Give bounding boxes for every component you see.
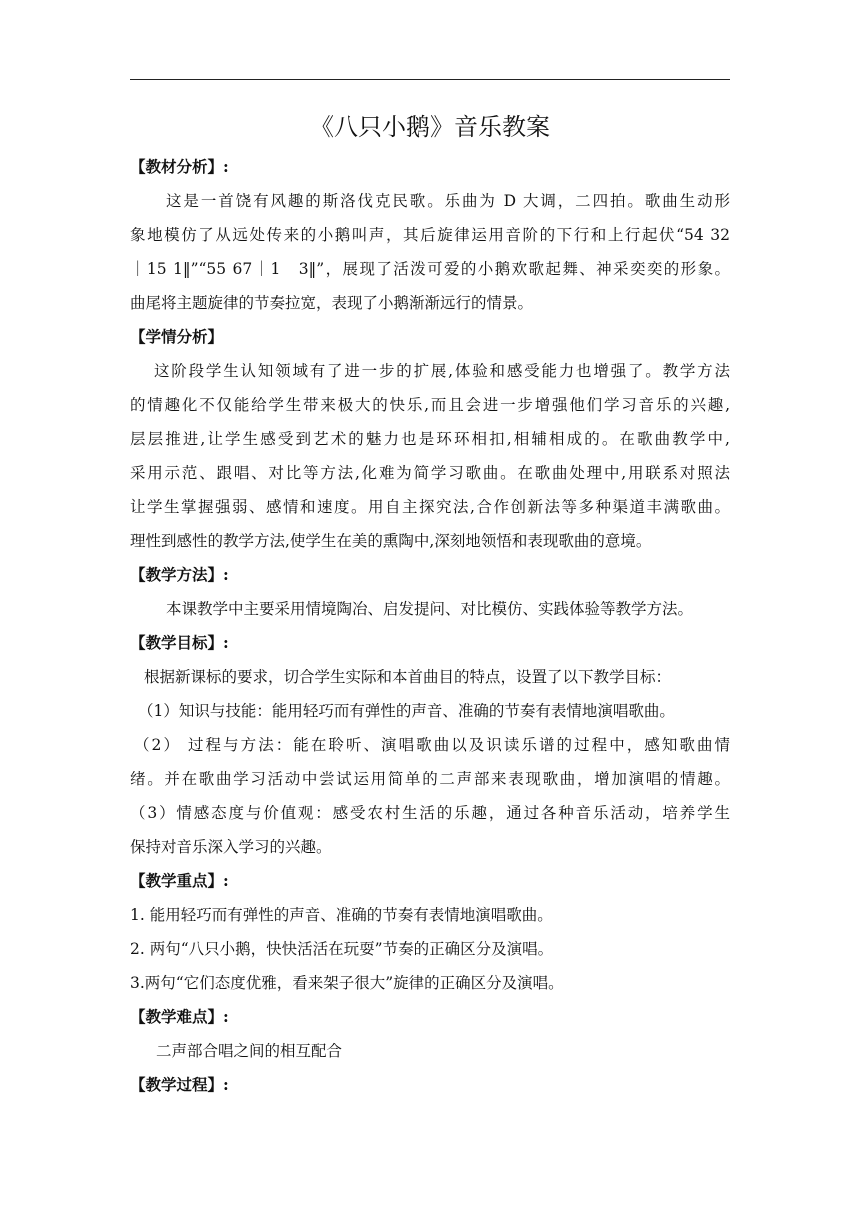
paragraph-line: （2） 过程与方法：能在聆听、演唱歌曲以及识读乐谱的过程中，感知歌曲情 [134,736,730,754]
paragraph-line: ｜15 1‖”“55 67｜1 3‖”，展现了活泼可爱的小鹅欢歌起舞、神采奕奕的形象。 [130,260,730,278]
section-heading: 【教学目标】: [130,633,229,652]
paragraph-line: 2. 两句“八只小鹅，快快活活在玩耍”节奏的正确区分及演唱。 [130,940,554,958]
paragraph-line: 根据新课标的要求，切合学生实际和本首曲目的特点，设置了以下教学目标： [144,668,672,686]
paragraph-line: 象地模仿了从远处传来的小鹅叫声，其后旋律运用音阶的下行和上行起伏“54 32 [130,226,730,244]
paragraph-line: 本课教学中主要采用情境陶冶、启发提问、对比模仿、实践体验等教学方法。 [166,600,694,618]
paragraph-line: 让学生掌握强弱、感情和速度。用自主探究法,合作创新法等多种渠道丰满歌曲。 [130,498,730,516]
section-heading: 【教学难点】: [130,1007,229,1026]
paragraph-line: 曲尾将主题旋律的节奏拉宽，表现了小鹅渐渐远行的情景。 [130,294,534,312]
paragraph-line: 二声部合唱之间的相互配合 [156,1042,343,1060]
paragraph-line: 保持对音乐深入学习的兴趣。 [130,838,332,856]
header-rule [130,79,730,80]
paragraph-line: （3）情感态度与价值观：感受农村生活的乐趣，通过各种音乐活动，培养学生 [130,804,730,822]
paragraph-line: 理性到感性的教学方法,使学生在美的熏陶中,深刻地领悟和表现歌曲的意境。 [130,532,652,550]
paragraph-line: 这是一首饶有风趣的斯洛伐克民歌。乐曲为 D 大调，二四拍。歌曲生动形 [166,192,730,210]
page-title: 《八只小鹅》音乐教案 [310,113,550,141]
paragraph-line: 这阶段学生认知领域有了进一步的扩展,体验和感受能力也增强了。教学方法 [154,362,730,380]
paragraph-line: 3.两句“它们态度优雅，看来架子很大”旋律的正确区分及演唱。 [130,974,564,992]
paragraph-line: （1）知识与技能：能用轻巧而有弹性的声音、准确的节奏有表情地演唱歌曲。 [138,702,675,720]
section-heading: 【教材分析】: [130,157,229,176]
paragraph-line: 绪。并在歌曲学习活动中尝试运用简单的二声部来表现歌曲，增加演唱的情趣。 [130,770,730,788]
paragraph-line: 层层推进,让学生感受到艺术的魅力也是环环相扣,相辅相成的。在歌曲教学中, [130,430,730,448]
paragraph-line: 的情趣化不仅能给学生带来极大的快乐,而且会进一步增强他们学习音乐的兴趣, [130,396,730,414]
section-heading: 【教学重点】: [130,871,229,890]
section-heading: 【教学方法】: [130,565,229,584]
paragraph-line: 采用示范、跟唱、对比等方法,化难为简学习歌曲。在歌曲处理中,用联系对照法 [130,464,730,482]
paragraph-line: 1. 能用轻巧而有弹性的声音、准确的节奏有表情地演唱歌曲。 [130,906,553,924]
section-heading: 【学情分析】 [130,327,224,346]
section-heading: 【教学过程】: [130,1075,229,1094]
document-body [130,150,730,1102]
